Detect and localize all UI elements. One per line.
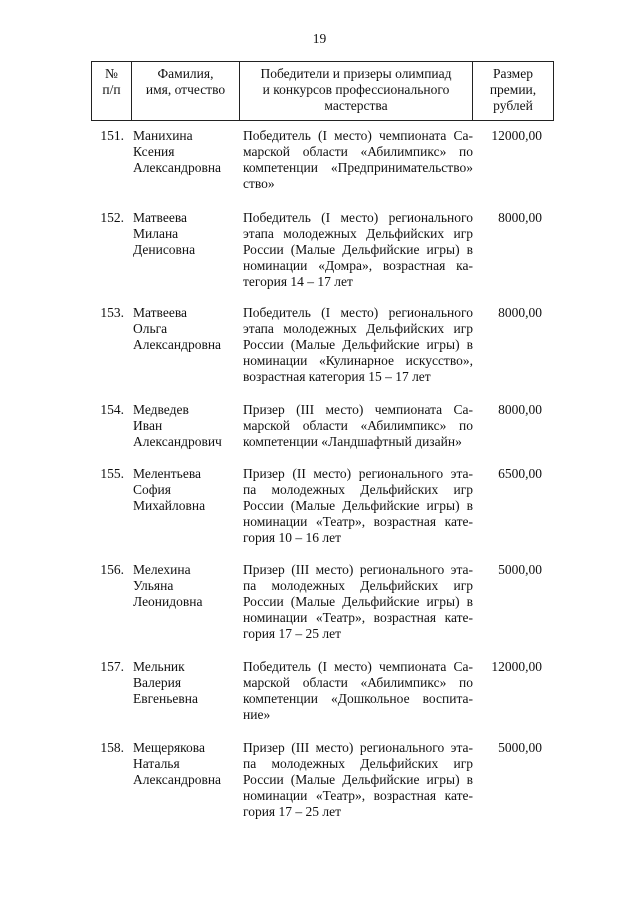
description-line: номинации «Театр», возрастная кате- bbox=[243, 788, 473, 803]
description-line: гория 10 – 16 лет bbox=[243, 530, 342, 545]
header-col-name: Фамилия, имя, отчество bbox=[132, 62, 240, 121]
achievement-description bbox=[243, 305, 473, 385]
achievement-description bbox=[243, 466, 473, 546]
name-part: Леонидовна bbox=[133, 594, 203, 609]
achievement-description bbox=[243, 402, 473, 450]
table-header bbox=[91, 61, 554, 121]
name-part: Михайловна bbox=[133, 498, 206, 513]
name-part: Медведев bbox=[133, 402, 189, 417]
description-line: гория 17 – 25 лет bbox=[243, 626, 342, 641]
name-part: Манихина bbox=[133, 128, 193, 143]
description-line: России (Малые Дельфийские игры) в bbox=[243, 594, 473, 609]
row-number: 158. bbox=[100, 740, 124, 755]
description-line: возрастная категория 15 – 17 лет bbox=[243, 369, 431, 384]
recipient-name bbox=[133, 210, 233, 258]
header-col-description: Победители и призеры олимпиад и конкурсов профессионального мастерства bbox=[240, 62, 473, 121]
name-part: Милана bbox=[133, 226, 179, 241]
achievement-description bbox=[243, 210, 473, 290]
name-part: Иван bbox=[133, 418, 163, 433]
description-line: России (Малые Дельфийские игры) в bbox=[243, 498, 473, 513]
award-amount: 8000,00 bbox=[498, 305, 542, 320]
description-line: Победитель (I место) чемпионата Са- bbox=[243, 659, 473, 674]
description-line: марской области «Абилимпикс» по bbox=[243, 144, 473, 159]
description-line: этапа молодежных Дельфийских игр bbox=[243, 321, 473, 336]
award-amount: 6500,00 bbox=[498, 466, 542, 481]
name-part: Денисовна bbox=[133, 242, 196, 257]
description-line: Призер (II место) регионального эта- bbox=[243, 466, 473, 481]
name-part: Валерия bbox=[133, 675, 182, 690]
header-col-amount: Размер премии, рублей bbox=[473, 62, 554, 121]
name-part: Александровна bbox=[133, 160, 222, 175]
award-amount: 8000,00 bbox=[498, 210, 542, 225]
award-amount: 5000,00 bbox=[498, 740, 542, 755]
name-part: Ксения bbox=[133, 144, 175, 159]
recipient-name bbox=[133, 402, 233, 450]
page-number: 19 bbox=[312, 31, 327, 46]
row-number: 154. bbox=[100, 402, 124, 417]
description-line: ние» bbox=[243, 707, 271, 722]
description-line: Призер (III место) чемпионата Са- bbox=[243, 402, 473, 417]
achievement-description bbox=[243, 128, 473, 192]
description-line: Призер (III место) регионального эта- bbox=[243, 562, 473, 577]
description-line: России (Малые Дельфийские игры) в bbox=[243, 337, 473, 352]
description-line: компетенции «Ландшафтный дизайн» bbox=[243, 434, 462, 449]
description-line: компетенции «Дошкольное воспита- bbox=[243, 691, 473, 706]
recipient-name bbox=[133, 128, 233, 176]
name-part: Мельник bbox=[133, 659, 185, 674]
description-line: номинации «Кулинарное искусство», bbox=[243, 353, 473, 368]
recipient-name bbox=[133, 562, 233, 610]
description-line: этапа молодежных Дельфийских игр bbox=[243, 226, 473, 241]
name-part: Мещерякова bbox=[133, 740, 205, 755]
description-line: па молодежных Дельфийских игр bbox=[243, 756, 473, 771]
award-amount: 12000,00 bbox=[491, 128, 542, 143]
header-col-number: № п/п bbox=[92, 62, 132, 121]
name-part: Александровна bbox=[133, 772, 222, 787]
row-number: 156. bbox=[100, 562, 124, 577]
description-line: марской области «Абилимпикс» по bbox=[243, 675, 473, 690]
description-line: номинации «Театр», возрастная кате- bbox=[243, 514, 473, 529]
name-part: Наталья bbox=[133, 756, 180, 771]
name-part: Ульяна bbox=[133, 578, 174, 593]
description-line: Победитель (I место) регионального bbox=[243, 210, 473, 225]
row-number: 155. bbox=[100, 466, 124, 481]
name-part: Мелехина bbox=[133, 562, 191, 577]
name-part: Александрович bbox=[133, 434, 222, 449]
description-line: па молодежных Дельфийских игр bbox=[243, 482, 473, 497]
description-line: ство» bbox=[243, 176, 275, 191]
achievement-description bbox=[243, 740, 473, 820]
name-part: Матвеева bbox=[133, 305, 188, 320]
recipient-name bbox=[133, 659, 233, 707]
description-line: России (Малые Дельфийские игры) в bbox=[243, 772, 473, 787]
name-part: Александровна bbox=[133, 337, 222, 352]
achievement-description bbox=[243, 659, 473, 723]
award-amount: 8000,00 bbox=[498, 402, 542, 417]
recipient-name bbox=[133, 466, 233, 514]
description-line: номинации «Домра», возрастная ка- bbox=[243, 258, 473, 273]
achievement-description bbox=[243, 562, 473, 642]
description-line: Призер (III место) регионального эта- bbox=[243, 740, 473, 755]
description-line: гория 17 – 25 лет bbox=[243, 804, 342, 819]
description-line: па молодежных Дельфийских игр bbox=[243, 578, 473, 593]
recipient-name bbox=[133, 740, 233, 788]
description-line: Победитель (I место) регионального bbox=[243, 305, 473, 320]
description-line: Победитель (I место) чемпионата Са- bbox=[243, 128, 473, 143]
row-number: 152. bbox=[100, 210, 124, 225]
row-number: 157. bbox=[100, 659, 124, 674]
description-line: России (Малые Дельфийские игры) в bbox=[243, 242, 473, 257]
name-part: Ольга bbox=[133, 321, 168, 336]
name-part: София bbox=[133, 482, 171, 497]
recipient-name bbox=[133, 305, 233, 353]
award-amount: 12000,00 bbox=[491, 659, 542, 674]
award-amount: 5000,00 bbox=[498, 562, 542, 577]
row-number: 153. bbox=[100, 305, 124, 320]
name-part: Матвеева bbox=[133, 210, 188, 225]
description-line: марской области «Абилимпикс» по bbox=[243, 418, 473, 433]
name-part: Евгеньевна bbox=[133, 691, 198, 706]
description-line: компетенции «Предпринимательство» bbox=[243, 160, 473, 175]
row-number: 151. bbox=[100, 128, 124, 143]
name-part: Мелентьева bbox=[133, 466, 202, 481]
description-line: тегория 14 – 17 лет bbox=[243, 274, 353, 289]
description-line: номинации «Театр», возрастная кате- bbox=[243, 610, 473, 625]
